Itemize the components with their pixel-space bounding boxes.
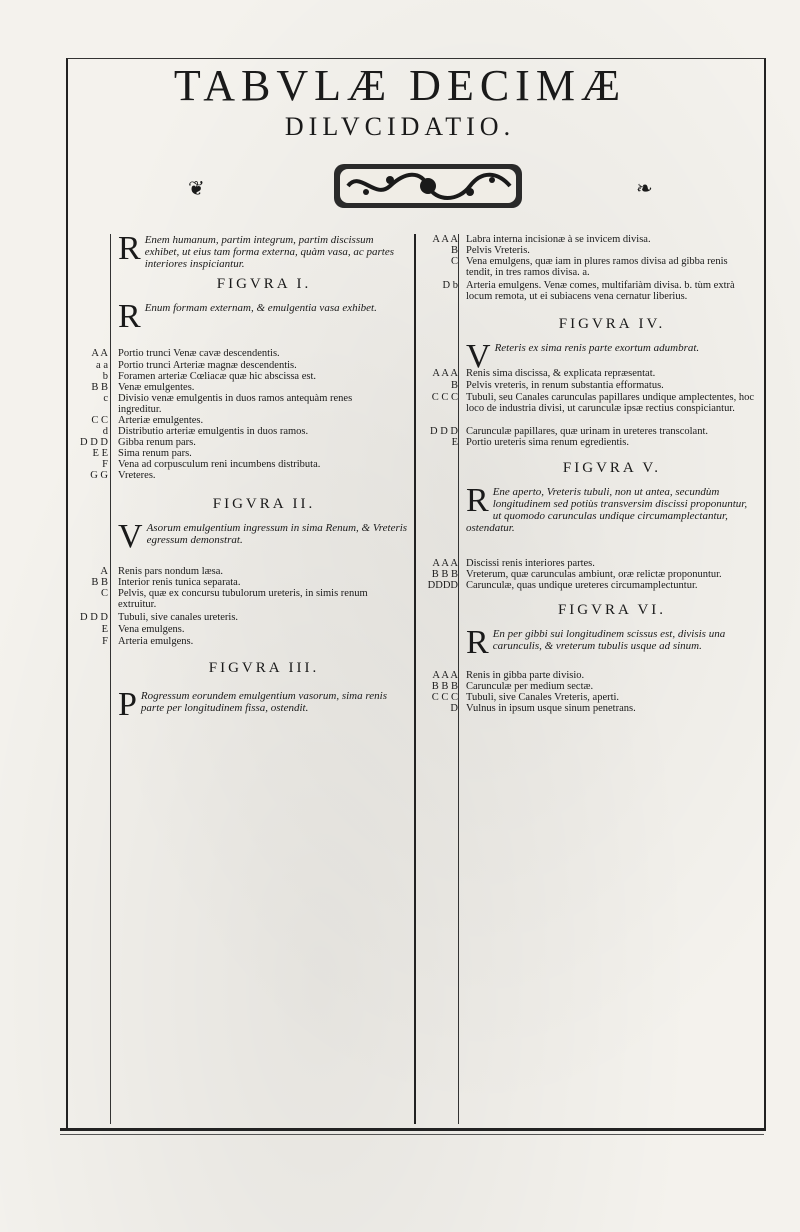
legend-label: B B B — [431, 569, 458, 580]
legend-label: A A — [91, 348, 108, 359]
legend-label: b — [102, 371, 108, 382]
figure-6-heading: FIGVRA VI. — [557, 602, 667, 618]
legend-label: B — [450, 380, 458, 391]
legend-text: Portio ureteris sima renum egredientis. — [466, 437, 630, 448]
figure-2-description — [118, 518, 410, 555]
legend-label: E E — [92, 448, 108, 459]
legend-text: Pelvis vreteris, in renum substantia efformatus. — [466, 380, 664, 391]
figure-1-text: Enum formam externam, & emulgentia vasa exhibet. — [144, 302, 377, 314]
legend-label: B B — [91, 577, 108, 588]
figure-3-heading: FIGVRA III. — [208, 660, 320, 676]
column-divider — [414, 234, 416, 1124]
figure-1-heading: FIGVRA I. — [216, 276, 312, 292]
legend-text: Vena ad corpusculum reni incumbens distributa. — [118, 459, 321, 470]
legend-label: A — [100, 566, 108, 577]
legend-text: Renis sima discissa, & explicata repræsentat. — [466, 368, 656, 379]
legend-text: Venæ emulgentes. — [118, 382, 195, 393]
drop-cap: R — [466, 482, 489, 519]
legend-text: Renis in gibba parte divisio. — [466, 670, 585, 681]
legend-text: Tubuli, sive canales ureteris. — [118, 612, 239, 623]
figure-2-text: Asorum emulgentium ingressum in sima Renum, & Vreteris egressum demonstrat. — [146, 522, 408, 546]
legend-label: B — [450, 245, 458, 256]
legend-text: Vena emulgens. — [118, 624, 185, 635]
legend-label: c — [103, 393, 108, 404]
figure-6-text: En per gibbi sui longitudinem scissus est, divisis una carunculis, & vreterum tubulis usque ad sinum. — [492, 628, 726, 652]
legend-text: Tubuli, sive Canales Vreteris, aperti. — [466, 692, 620, 703]
legend-label: A A A — [432, 368, 458, 379]
legend-label: F — [102, 636, 108, 647]
legend-label: E — [451, 437, 458, 448]
legend-label: C C C — [431, 392, 458, 403]
drop-cap: P — [118, 686, 137, 723]
legend-text: Carunculæ, quas undique ureteres circumamplectuntur. — [466, 580, 698, 591]
legend-text: Arteria emulgens. — [118, 636, 194, 647]
column-divider-inner — [458, 234, 459, 1124]
legend-text: Interior renis tunica separata. — [118, 577, 241, 588]
legend-text: Renis pars nondum læsa. — [118, 566, 223, 577]
legend-label: a a — [96, 360, 108, 371]
legend-label: D b — [442, 280, 458, 291]
figure-6-description — [466, 624, 756, 661]
legend-text: Portio trunci Arteriæ magnæ descendentis. — [118, 360, 297, 371]
legend-text: Vulnus in ipsum usque sinum penetrans. — [466, 703, 636, 714]
legend-text: Pelvis Vreteris. — [466, 245, 530, 256]
legend-label: C — [450, 256, 458, 267]
legend-text: Gibba renum pars. — [118, 437, 196, 448]
legend-text: Arteria emulgens. Venæ comes, multifariàm divisa. b. tùm extrà locum remota, ut ei subiacens vena cernatur liberius. — [466, 280, 735, 302]
legend-label: B B — [91, 382, 108, 393]
legend-text: Foramen arteriæ Cœliacæ quæ hic abscissa est. — [118, 371, 316, 382]
drop-cap: R — [118, 298, 141, 335]
frame-rule-thin — [60, 1134, 764, 1135]
figure-5-heading: FIGVRA V. — [562, 460, 662, 476]
intro-text: Enem humanum, partim integrum, partim discissum exhibet, ut eius tam forma externa, quàm vasa, ac partes interiores inspiciantur. — [144, 234, 394, 270]
legend-text: Vreteres. — [118, 470, 156, 481]
figure-4-text: Reteris ex sima renis parte exortum adumbrat. — [494, 342, 700, 354]
legend-label: C — [100, 588, 108, 599]
legend-label: G G — [90, 470, 108, 481]
figure-5-description — [466, 482, 756, 534]
left-label-rule — [110, 234, 111, 1124]
legend-label: D — [450, 703, 458, 714]
legend-text: Pelvis, quæ ex concursu tubulorum ureteris, in simis renum extruitur. — [118, 588, 368, 610]
legend-label: C C C — [431, 692, 458, 703]
legend-label: B B B — [431, 681, 458, 692]
frame-rule — [60, 1128, 764, 1131]
legend-label: D D D — [80, 437, 108, 448]
legend-text: Distributio arteriæ emulgentis in duos ramos. — [118, 426, 309, 437]
fleuron-left-icon: ❦ — [188, 178, 205, 200]
fleuron-right-icon: ❧ — [636, 178, 653, 200]
legend-label: d — [102, 426, 108, 437]
figure-1-description — [118, 298, 410, 335]
figure-3-text: Rogressum eorundem emulgentium vasorum, sima renis parte per longitudinem fissa, ostendit. — [140, 690, 387, 714]
figure-4-heading: FIGVRA IV. — [558, 316, 666, 332]
legend-text: Sima renum pars. — [118, 448, 192, 459]
drop-cap: R — [118, 230, 141, 267]
legend-label: F — [102, 459, 108, 470]
legend-label: C C — [91, 415, 108, 426]
ornament-banner-icon — [330, 160, 526, 212]
legend-label: A A A — [432, 234, 458, 245]
drop-cap: R — [466, 624, 489, 661]
legend-text: Labra interna incisionæ à se invicem divisa. — [466, 234, 651, 245]
legend-text: Vreterum, quæ carunculas ambiunt, oræ relictæ proponuntur. — [466, 569, 722, 580]
legend-text: Portio trunci Venæ cavæ descendentis. — [118, 348, 280, 359]
legend-label: A A A — [432, 670, 458, 681]
figure-5-text: Ene aperto, Vreteris tubuli, non ut antea, secundùm longitudinem sed potiùs transversim discissi proponuntur, ut quomodo carunculas undique circumamplectantur, ostendatur. — [466, 486, 748, 534]
legend-label: A A A — [432, 558, 458, 569]
page-title: TABVLÆ DECIMÆ — [173, 61, 627, 110]
figure-2-heading: FIGVRA II. — [212, 496, 316, 512]
legend-label: D D D — [80, 612, 108, 623]
figure-3-description — [118, 686, 410, 723]
intro-paragraph — [118, 230, 410, 270]
page-subtitle: DILVCIDATIO. — [284, 112, 516, 141]
legend-text: Carunculæ per medium sectæ. — [466, 681, 594, 692]
legend-text: Vena emulgens, quæ iam in plures ramos divisa ad gibba renis tendit, in tres ramos divisa. a. — [466, 256, 728, 278]
legend-label: E — [101, 624, 108, 635]
legend-text: Carunculæ papillares, quæ urinam in ureteres transcolant. — [466, 426, 709, 437]
drop-cap: V — [466, 338, 491, 375]
legend-text: Tubuli, seu Canales carunculas papillares undique amplectentes, hoc loco de industria divisi, ut carunculæ ipsæ rectius conspiciantur. — [466, 392, 754, 414]
legend-text: Divisio venæ emulgentis in duos ramos antequàm renes ingreditur. — [118, 393, 353, 415]
drop-cap: V — [118, 518, 143, 555]
legend-label: DDDD — [427, 580, 458, 591]
legend-text: Discissi renis interiores partes. — [466, 558, 595, 569]
legend-text: Arteriæ emulgentes. — [118, 415, 204, 426]
legend-label: D D D — [430, 426, 458, 437]
